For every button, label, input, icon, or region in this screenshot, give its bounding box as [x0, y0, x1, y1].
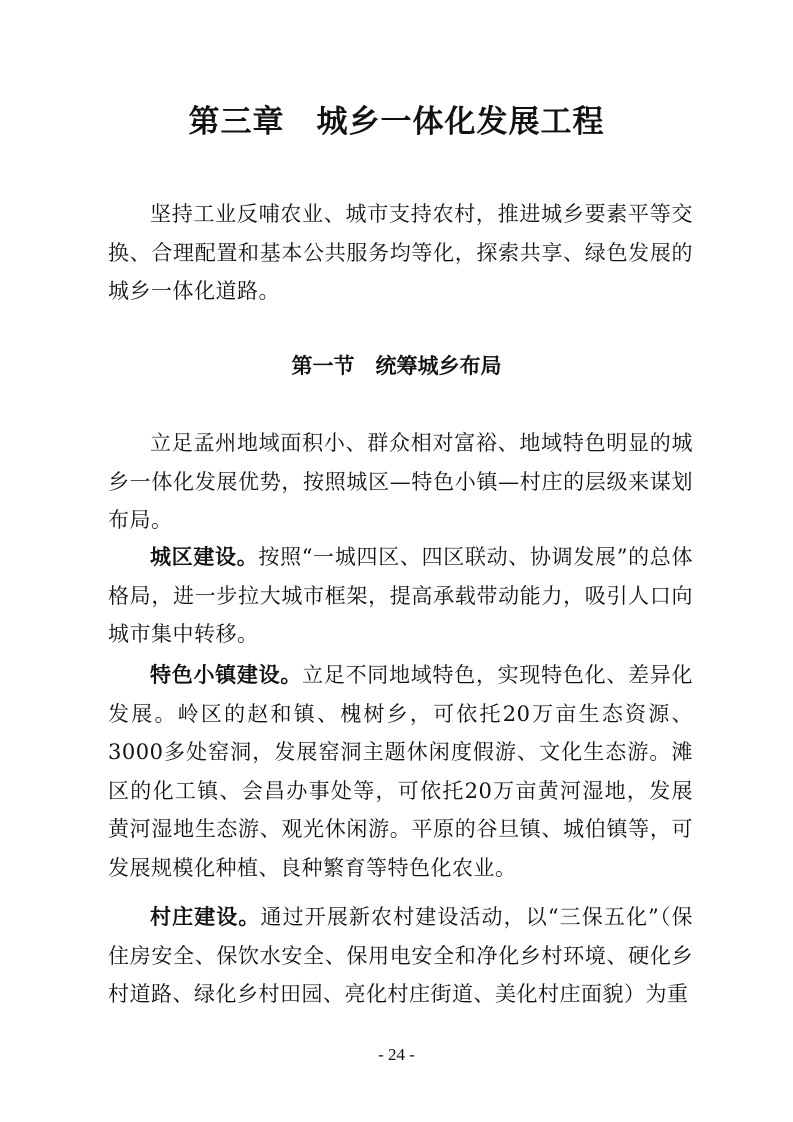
- chapter-title: 第三章 城乡一体化发展工程: [188, 104, 605, 140]
- urban-construction-text: 按照“一城四区、四区联动、协调发展”的总体格局，进一步拉大城市框架，提高承载带动能力，吸引人口向城市集中转移。: [108, 545, 693, 647]
- section-title: 第一节 统筹城乡布局: [291, 354, 502, 378]
- featured-town-heading: 特色小镇建设。: [150, 663, 303, 687]
- chapter-intro-paragraph: 坚持工业反哺农业、城市支持农村，推进城乡要素平等交换、合理配置和基本公共服务均等化，探索共享、绿色发展的城乡一体化道路。: [108, 202, 693, 304]
- urban-construction-heading: 城区建设。: [150, 545, 259, 569]
- page-number: - 24 -: [378, 1045, 415, 1064]
- featured-town-paragraph: [108, 656, 693, 888]
- village-construction-heading: 村庄建设。: [150, 905, 261, 929]
- urban-construction-paragraph: [108, 538, 693, 654]
- village-construction-paragraph: [108, 898, 693, 1014]
- featured-town-text: 立足不同地域特色，实现特色化、差异化发展。岭区的赵和镇、槐树乡，可依托20万亩生态资源、3000多处窑洞，发展窑洞主题休闲度假游、文化生态游。滩区的化工镇、会昌办事处等，可依托20万亩黄河湿地，发展黄河湿地生态游、观光休闲游。平原的谷旦镇、城伯镇等，可发展规模化种植、良种繁育等特色化农业。: [108, 663, 694, 880]
- village-construction-text: 通过开展新农村建设活动，以“三保五化”（保住房安全、保饮水安全、保用电安全和净化乡村环境、硬化乡村道路、绿化乡村田园、亮化村庄街道、美化村庄面貌）为重: [108, 905, 693, 1007]
- section-intro-paragraph: 立足孟州地域面积小、群众相对富裕、地域特色明显的城乡一体化发展优势，按照城区—特色小镇—村庄的层级来谋划布局。: [108, 431, 693, 533]
